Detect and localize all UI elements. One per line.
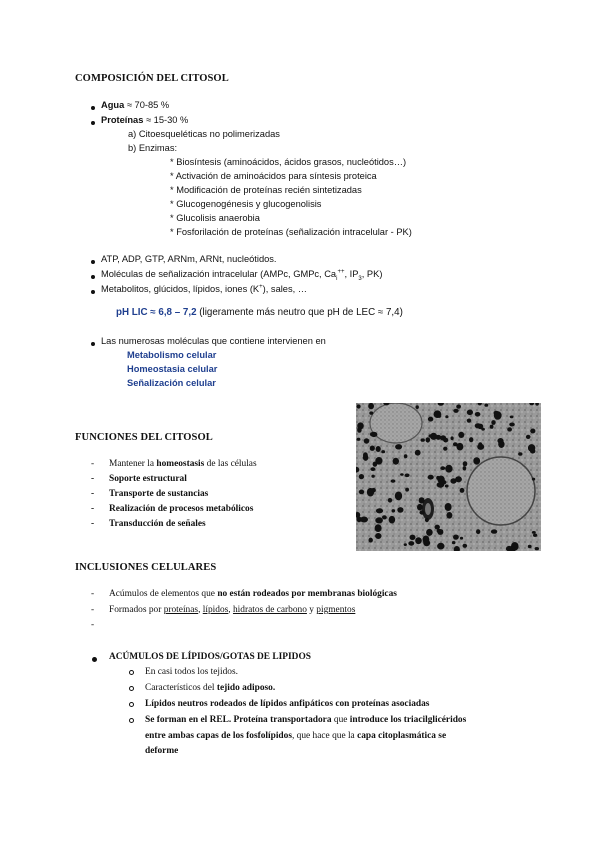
section-title-funciones: FUNCIONES DEL CITOSOL (75, 432, 213, 443)
role-senalizacion: Señalización celular (127, 378, 216, 388)
granule-mark (451, 436, 454, 440)
granule-mark (455, 476, 462, 482)
proteinas-label: Proteínas (101, 115, 144, 125)
granule-mark (369, 538, 373, 543)
proteinas-value: ≈ 15-30 % (143, 115, 189, 125)
granule-mark (428, 475, 434, 480)
granule-mark (532, 531, 536, 534)
agua-value: ≈ 70-85 % (124, 100, 170, 110)
granule-mark (439, 529, 443, 533)
granule-mark (445, 503, 452, 511)
granule-mark (458, 432, 464, 438)
granule-mark (419, 510, 424, 514)
inclusiones-line-1 (109, 589, 397, 599)
granule-mark (416, 405, 419, 409)
funcion-item: Transducción de señales (109, 519, 206, 529)
lipidos-bold: entre ambas capas de los fosfolípidos (145, 731, 292, 741)
granule-mark (440, 480, 446, 485)
granule-mark (490, 425, 494, 429)
granule-mark (526, 435, 531, 439)
circle-bullet-icon (129, 670, 134, 675)
granule-mark (360, 517, 368, 523)
granule-mark (391, 479, 396, 482)
moleculas-line (101, 269, 382, 282)
granule-mark (481, 428, 485, 431)
granule-mark (426, 437, 431, 442)
lipidos-text: , que hace que la (291, 731, 358, 741)
granule-mark (400, 473, 404, 476)
moleculas-sub: 3 (358, 275, 362, 282)
granule-mark (445, 485, 449, 488)
granule-mark (498, 441, 504, 448)
moleculas-text: , PK) (361, 269, 383, 280)
granule-mark (389, 516, 396, 524)
granule-mark (445, 465, 452, 473)
granule-mark (469, 437, 473, 442)
agua-line (101, 100, 169, 110)
funcion-item: Realización de procesos metabólicos (109, 504, 254, 514)
metabolitos-text: Metabolitos, glúcidos, lípidos, iones (K (101, 284, 260, 295)
lipidos-bold: tejido adiposo. (216, 683, 276, 693)
granule-mark (440, 466, 445, 470)
granule-mark (370, 467, 375, 471)
inclusiones-underlined: pigmentos (316, 605, 356, 615)
granule-mark (473, 457, 480, 464)
lipidos-item-4-line-3: deforme (145, 746, 179, 756)
dash-icon: - (91, 589, 95, 599)
numerosas-line: Las numerosas moléculas que contiene intervienen en (101, 336, 326, 346)
granule-mark (417, 504, 423, 511)
enzima-item: * Fosforilación de proteínas (señalización intracelular - PK) (170, 227, 412, 237)
enzima-item: * Biosíntesis (aminoácidos, ácidos grasos, nucleótidos…) (170, 157, 407, 167)
granule-mark (446, 512, 452, 519)
granule-mark (460, 488, 465, 493)
section-title-composicion: COMPOSICIÓN DEL CITOSOL (75, 73, 229, 84)
granule-mark (491, 420, 495, 425)
granule-mark (428, 417, 433, 422)
granule-mark (375, 533, 381, 539)
inclusiones-text: y (306, 605, 317, 615)
metabolitos-text: ), sales, … (262, 284, 308, 295)
granule-mark (421, 438, 425, 441)
granule-mark (367, 488, 374, 497)
dash-icon: - (91, 519, 95, 529)
inclusiones-bold: no están rodeados por membranas biológicas (217, 589, 397, 599)
granule-mark (507, 427, 512, 431)
granule-mark (369, 411, 373, 414)
granule-mark (373, 462, 378, 467)
granule-mark (475, 412, 481, 417)
granule-mark (443, 438, 448, 443)
section-title-inclusiones: INCLUSIONES CELULARES (75, 562, 217, 573)
granule-mark (476, 529, 480, 534)
dash-icon: - (91, 605, 95, 615)
granule-mark (392, 509, 396, 512)
granule-mark (357, 427, 362, 433)
granule-mark (408, 541, 414, 546)
inclusiones-underlined: proteínas (163, 605, 199, 615)
granule-mark (434, 410, 442, 418)
granule-mark (463, 544, 468, 548)
dash-icon: - (91, 620, 95, 630)
granule-mark (359, 490, 364, 495)
dash-icon: - (91, 459, 95, 469)
enzima-item: * Glucolisis anaerobia (170, 213, 260, 223)
inclusiones-line-2 (109, 605, 355, 615)
inclusiones-underlined: lípidos (202, 605, 229, 615)
granule-mark (477, 444, 484, 450)
metabolitos-sup: + (259, 284, 263, 290)
granule-mark (381, 450, 385, 453)
funcion-item (109, 459, 257, 469)
granule-mark (456, 405, 461, 409)
granule-mark (368, 403, 374, 409)
granule-mark (376, 446, 381, 452)
enzima-item: * Modificación de proteínas recién sintetizadas (170, 185, 362, 195)
funcion-item: Transporte de sustancias (109, 489, 209, 499)
funcion-bold: homeostasis (156, 459, 205, 469)
bullet-icon (92, 657, 97, 662)
granule-mark (528, 545, 532, 548)
granule-mark (415, 450, 421, 456)
granule-mark (435, 525, 440, 530)
circle-bullet-icon (129, 686, 134, 691)
granule-mark (528, 444, 535, 452)
granule-mark (443, 447, 447, 451)
granule-mark (453, 535, 459, 540)
granule-mark (370, 446, 375, 451)
granule-mark (419, 497, 425, 503)
granule-mark (376, 508, 383, 513)
granule-mark (395, 492, 402, 501)
granule-mark (410, 535, 416, 540)
funcion-text: de las células (204, 459, 257, 469)
enzima-item: * Glucogenogénesis y glucogenolisis (170, 199, 322, 209)
inclusiones-text: , (198, 605, 203, 615)
granule-mark (357, 404, 361, 408)
granule-mark (404, 543, 407, 546)
granule-mark (484, 404, 488, 407)
granule-mark (532, 478, 535, 481)
granule-mark (460, 537, 463, 540)
ph-label: pH LIC ≈ (116, 307, 159, 318)
dash-icon: - (91, 504, 95, 514)
inclusiones-underlined: hidratos de carbono (232, 605, 307, 615)
enzima-item: * Activación de aminoácidos para síntesis proteica (170, 171, 377, 181)
granule-mark (509, 423, 515, 427)
funcion-text: Mantener la (109, 459, 157, 469)
inclusiones-text: Acúmulos de elementos que (109, 589, 218, 599)
lipidos-title: ACÚMULOS DE LÍPIDOS/GOTAS DE LIPIDOS (109, 652, 311, 662)
bullet-icon (91, 275, 95, 279)
lipidos-item-3: Lípidos neutros rodeados de lípidos anfipáticos con proteínas asociadas (145, 699, 430, 709)
granule-mark (359, 474, 364, 479)
lipidos-item-2 (145, 683, 275, 693)
moleculas-sub: i (336, 275, 338, 282)
granule-mark (357, 438, 361, 441)
proteinas-line (101, 115, 188, 125)
granule-mark (395, 444, 402, 449)
granule-mark (456, 443, 463, 451)
granule-mark (463, 466, 467, 470)
metabolitos-line (101, 284, 307, 294)
granule-mark (425, 518, 429, 522)
granule-mark (467, 410, 473, 416)
ph-value: 6,8 – 7,2 (158, 307, 197, 318)
granule-mark (405, 488, 409, 492)
funcion-item: Soporte estructural (109, 474, 187, 484)
inclusiones-text: Formados por (109, 605, 164, 615)
bullet-icon (91, 260, 95, 264)
lipidos-text: que (331, 715, 350, 725)
lipidos-bold: introduce los triacilglicéridos (349, 715, 467, 725)
bullet-icon (91, 121, 95, 125)
granule-mark (535, 547, 539, 550)
granule-mark (426, 529, 433, 536)
granule-mark (453, 409, 458, 413)
bullet-icon (91, 106, 95, 110)
granule-mark (404, 454, 408, 458)
granule-mark (405, 474, 410, 478)
bullet-icon (91, 342, 95, 346)
granule-mark (370, 432, 377, 437)
granule-mark (415, 537, 422, 544)
cytosol-micrograph-image (356, 403, 541, 551)
granule-mark (375, 517, 383, 523)
granule-mark (445, 415, 448, 418)
granule-mark (371, 475, 374, 478)
circle-bullet-icon (129, 718, 134, 723)
dash-icon: - (91, 474, 95, 484)
granule-mark (533, 534, 537, 537)
lipidos-bold: capa citoplasmática se (357, 731, 447, 741)
granule-mark (518, 452, 522, 456)
granule-mark (363, 452, 368, 458)
granule-mark (423, 536, 430, 544)
moleculas-text: , IP (344, 269, 359, 280)
bullet-icon (91, 290, 95, 294)
granule-mark (393, 458, 399, 465)
lipidos-text: Característicos del (145, 683, 217, 693)
granule-mark (388, 498, 392, 503)
ph-line (116, 307, 403, 318)
inclusiones-text: , (228, 605, 233, 615)
proteinas-sub-a: a) Citoesqueléticas no polimerizadas (128, 129, 280, 139)
granule-mark (510, 416, 514, 419)
granule-mark (463, 461, 468, 466)
agua-label: Agua (101, 100, 125, 110)
granule-mark (382, 515, 387, 519)
ph-note: (ligeramente más neutro que pH de LEC ≈ 7,4) (196, 307, 403, 318)
proteinas-sub-b: b) Enzimas: (128, 143, 178, 153)
granule-mark (494, 411, 502, 420)
atp-line: ATP, ADP, GTP, ARNm, ARNt, nucleótidos. (101, 254, 277, 264)
granule-mark (475, 423, 481, 428)
moleculas-text: Moléculas de señalización intracelular (AMPc, GMPc, Ca (101, 269, 337, 280)
granule-mark (437, 543, 444, 550)
granule-mark (467, 419, 471, 423)
dash-icon: - (91, 489, 95, 499)
lipidos-item-4-line-2 (145, 731, 529, 741)
granule-mark (530, 429, 535, 434)
role-metabolismo: Metabolismo celular (127, 350, 217, 360)
granule-mark (430, 433, 437, 440)
granule-mark (364, 438, 370, 443)
granule-mark (452, 541, 456, 544)
granule-mark (491, 529, 497, 533)
lipidos-bold: Se forman en el REL. Proteína transportadora (145, 715, 332, 725)
role-homeostasia: Homeostasia celular (127, 364, 218, 374)
moleculas-sup: ++ (337, 269, 345, 275)
lipidos-item-4-line-1 (145, 715, 466, 725)
circle-bullet-icon (129, 702, 134, 707)
granule-mark (375, 524, 382, 532)
micrograph-svg (356, 403, 541, 551)
granule-mark (397, 507, 403, 513)
lipidos-item-1: En casi todos los tejidos. (145, 667, 238, 677)
